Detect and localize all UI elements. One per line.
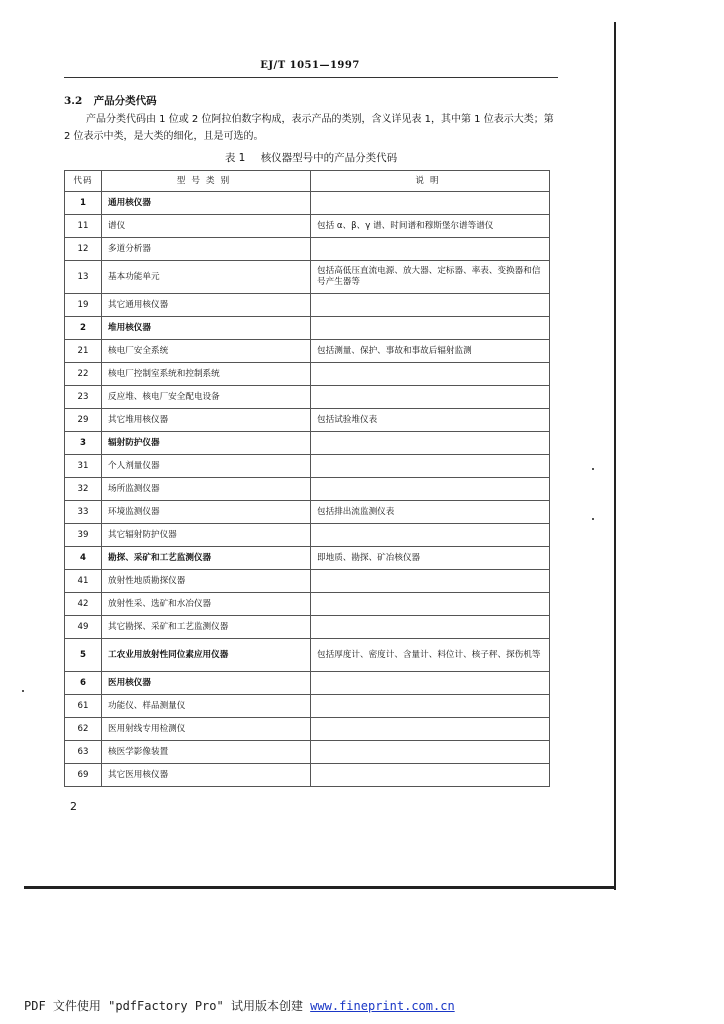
row-code: 62 — [65, 718, 102, 741]
page-number: 2 — [70, 800, 77, 813]
row-type: 放射性地质勘探仪器 — [102, 570, 311, 593]
table-row — [65, 192, 550, 215]
row-code: 13 — [65, 261, 102, 294]
row-code: 4 — [65, 547, 102, 570]
table-row — [65, 455, 550, 478]
row-type: 场所监测仪器 — [102, 478, 311, 501]
table-row — [65, 695, 550, 718]
row-type: 工农业用放射性同位素应用仪器 — [102, 639, 311, 672]
row-code: 33 — [65, 501, 102, 524]
table-row — [65, 317, 550, 340]
row-note — [311, 478, 550, 501]
row-note — [311, 363, 550, 386]
row-code: 32 — [65, 478, 102, 501]
pdf-footer — [24, 997, 455, 1014]
table-row — [65, 386, 550, 409]
row-note — [311, 317, 550, 340]
table-caption-number: 表 1 — [224, 152, 246, 164]
row-code: 39 — [65, 524, 102, 547]
row-type: 核医学影像装置 — [102, 741, 311, 764]
row-type: 其它勘探、采矿和工艺监测仪器 — [102, 616, 311, 639]
header-type: 型号类别 — [102, 171, 311, 192]
row-type: 核电厂安全系统 — [102, 340, 311, 363]
row-code: 61 — [65, 695, 102, 718]
page-border-bottom — [24, 886, 616, 889]
table-row — [65, 363, 550, 386]
row-type: 功能仪、样品测量仪 — [102, 695, 311, 718]
row-type: 医用核仪器 — [102, 672, 311, 695]
row-note — [311, 386, 550, 409]
row-type: 核电厂控制室系统和控制系统 — [102, 363, 311, 386]
table-row — [65, 672, 550, 695]
row-note: 包括排出流监测仪表 — [311, 501, 550, 524]
row-note: 包括 α、β、γ 谱、时间谱和穆斯堡尔谱等谱仪 — [311, 215, 550, 238]
row-note — [311, 672, 550, 695]
row-code: 63 — [65, 741, 102, 764]
row-note — [311, 455, 550, 478]
row-code: 6 — [65, 672, 102, 695]
row-note — [311, 238, 550, 261]
row-note: 包括试验堆仪表 — [311, 409, 550, 432]
row-type: 基本功能单元 — [102, 261, 311, 294]
header-note: 说明 — [311, 171, 550, 192]
table-row — [65, 764, 550, 787]
document-header: EJ/T 1051—1997 — [260, 60, 360, 71]
row-note — [311, 192, 550, 215]
table-row — [65, 616, 550, 639]
table-row — [65, 238, 550, 261]
table-row — [65, 593, 550, 616]
row-note: 包括高低压直流电源、放大器、定标器、率表、变换器和信号产生器等 — [311, 261, 550, 294]
table-row — [65, 547, 550, 570]
row-code: 41 — [65, 570, 102, 593]
header-code: 代码 — [65, 171, 102, 192]
row-type: 其它堆用核仪器 — [102, 409, 311, 432]
table-row — [65, 409, 550, 432]
row-type: 医用射线专用检测仪 — [102, 718, 311, 741]
row-note: 包括厚度计、密度计、含量计、料位计、核子秤、探伤机等 — [311, 639, 550, 672]
table-body — [65, 192, 550, 787]
row-code: 5 — [65, 639, 102, 672]
table-row — [65, 261, 550, 294]
row-type: 多道分析器 — [102, 238, 311, 261]
row-code: 19 — [65, 294, 102, 317]
scan-speck — [592, 468, 594, 470]
row-note — [311, 524, 550, 547]
row-note — [311, 616, 550, 639]
row-code: 29 — [65, 409, 102, 432]
table-row — [65, 570, 550, 593]
row-code: 11 — [65, 215, 102, 238]
row-code: 1 — [65, 192, 102, 215]
scan-speck — [22, 690, 24, 692]
table-row — [65, 432, 550, 455]
row-code: 49 — [65, 616, 102, 639]
table-row — [65, 524, 550, 547]
row-code: 22 — [65, 363, 102, 386]
row-code: 2 — [65, 317, 102, 340]
header-rule — [64, 77, 558, 78]
row-type: 其它辐射防护仪器 — [102, 524, 311, 547]
table-row — [65, 294, 550, 317]
classification-table — [64, 170, 550, 787]
section-title: 产品分类代码 — [93, 95, 157, 107]
row-code: 23 — [65, 386, 102, 409]
section-heading — [64, 93, 157, 108]
row-code: 21 — [65, 340, 102, 363]
row-type: 放射性采、选矿和水冶仪器 — [102, 593, 311, 616]
footer-link[interactable]: www.fineprint.com.cn — [310, 999, 455, 1013]
table-row — [65, 501, 550, 524]
row-type: 环境监测仪器 — [102, 501, 311, 524]
table-row — [65, 639, 550, 672]
row-type: 辐射防护仪器 — [102, 432, 311, 455]
row-note — [311, 695, 550, 718]
table-caption-title: 核仪器型号中的产品分类代码 — [260, 152, 398, 164]
row-code: 31 — [65, 455, 102, 478]
row-code: 12 — [65, 238, 102, 261]
footer-text: PDF 文件使用 "pdfFactory Pro" 试用版本创建 — [24, 999, 311, 1013]
table-row — [65, 718, 550, 741]
row-note — [311, 764, 550, 787]
row-type: 堆用核仪器 — [102, 317, 311, 340]
row-type: 个人剂量仪器 — [102, 455, 311, 478]
scan-speck — [592, 518, 594, 520]
row-note: 包括测量、保护、事故和事故后辐射监测 — [311, 340, 550, 363]
row-type: 其它医用核仪器 — [102, 764, 311, 787]
row-note — [311, 570, 550, 593]
table-header-row — [65, 171, 550, 192]
table-caption — [64, 150, 558, 165]
table-row — [65, 215, 550, 238]
row-note — [311, 432, 550, 455]
row-type: 通用核仪器 — [102, 192, 311, 215]
table-row — [65, 478, 550, 501]
row-code: 3 — [65, 432, 102, 455]
table-row — [65, 741, 550, 764]
row-type: 反应堆、核电厂安全配电设备 — [102, 386, 311, 409]
row-note — [311, 741, 550, 764]
row-code: 69 — [65, 764, 102, 787]
body-paragraph: 产品分类代码由 1 位或 2 位阿拉伯数字构成，表示产品的类别，含义详见表 1，其中第 1 位表示大类；第 2 位表示中类，是大类的细化，且是可选的。 — [64, 114, 554, 142]
section-number: 3.2 — [64, 95, 83, 107]
row-code: 42 — [65, 593, 102, 616]
row-note — [311, 294, 550, 317]
row-type: 勘探、采矿和工艺监测仪器 — [102, 547, 311, 570]
row-type: 谱仪 — [102, 215, 311, 238]
row-note — [311, 718, 550, 741]
table-row — [65, 340, 550, 363]
page-border-right — [614, 22, 616, 890]
row-note — [311, 593, 550, 616]
row-type: 其它通用核仪器 — [102, 294, 311, 317]
row-note: 即地质、勘探、矿冶核仪器 — [311, 547, 550, 570]
